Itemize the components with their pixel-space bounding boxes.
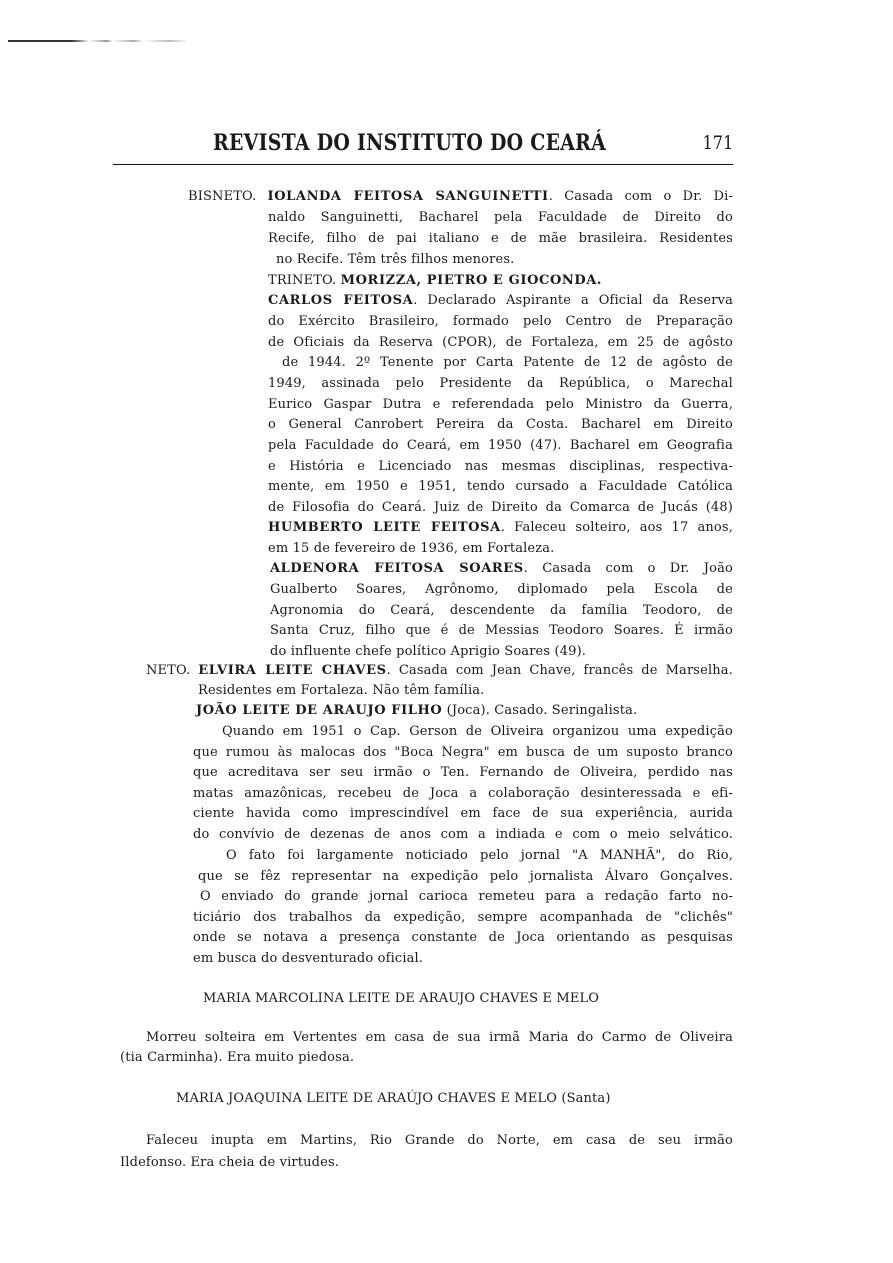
text-line (268, 228, 733, 249)
text-run: Faleceu inupta em Martins, Rio Grande do Norte, em casa de seu irmão (146, 1133, 733, 1148)
text-line (193, 927, 733, 948)
text-line (226, 845, 733, 866)
text-line (268, 290, 733, 311)
text-run: em 15 de fevereiro de 1936, em Fortaleza. (268, 541, 555, 556)
text-run: Ildefonso. Era cheia de virtudes. (120, 1155, 340, 1170)
text-line (120, 1152, 339, 1173)
text-line (196, 700, 637, 721)
name-heading: IOLANDA FEITOSA SANGUINETTI (267, 189, 549, 204)
text-line (276, 249, 514, 270)
text-run: onde se notava a presença constante de Joca orientando as pesquisas (193, 930, 733, 945)
text-line (146, 1027, 733, 1048)
text-line (268, 414, 733, 435)
text-run: mente, em 1950 e 1951, tendo cursado a Faculdade Católica (268, 479, 733, 494)
text-line (120, 1047, 354, 1068)
scan-artifact (8, 40, 188, 42)
text-run: que acreditava ser seu irmão o Ten. Fernando de Oliveira, perdido nas (193, 765, 733, 780)
text-run: ticiário dos trabalhos da expedição, sempre acompanhada de "clichês" (193, 910, 733, 925)
text-run: no Recife. Têm três filhos menores. (276, 252, 515, 267)
text-run: Quando em 1951 o Cap. Gerson de Oliveira organizou uma expedição (222, 724, 733, 739)
text-run: O fato foi largamente noticiado pelo jornal "A MANHÃ", do Rio, (226, 848, 733, 863)
text-line (268, 270, 602, 291)
text-run: Recife, filho de pai italiano e de mãe brasileira. Residentes (268, 231, 733, 246)
text-line (200, 886, 733, 907)
text-run: do Exército Brasileiro, formado pelo Centro de Preparação (268, 314, 733, 329)
text-line (193, 742, 733, 763)
text-run: MARIA JOAQUINA LEITE DE ARAÚJO CHAVES E MELO (Santa) (176, 1091, 611, 1106)
text-line (270, 579, 733, 600)
text-run: BISNETO. (188, 189, 268, 204)
text-run: 1949, assinada pelo Presidente da República, o Marechal (268, 376, 733, 391)
text-line (268, 311, 733, 332)
text-run: Santa Cruz, filho que é de Messias Teodoro Soares. É irmão (270, 623, 733, 638)
text-run: (Joca). Casado. Seringalista. (442, 703, 638, 718)
text-line (268, 435, 733, 456)
text-line (203, 988, 599, 1009)
text-line (268, 373, 733, 394)
text-line (270, 620, 733, 641)
text-run: NETO. (146, 663, 199, 678)
text-line (193, 783, 733, 804)
text-line (193, 803, 733, 824)
text-line (268, 476, 733, 497)
text-run: o General Canrobert Pereira da Costa. Bacharel em Direito (268, 417, 733, 432)
running-title: REVISTA DO INSTITUTO DO CEARÁ (213, 130, 607, 156)
text-line (268, 497, 733, 518)
text-run: Eurico Gaspar Dutra e referendada pelo Ministro da Guerra, (268, 397, 733, 412)
name-heading: ELVIRA LEITE CHAVES (198, 663, 387, 678)
text-run: . Declarado Aspirante a Oficial da Reserva (413, 293, 733, 308)
text-line (198, 680, 484, 701)
text-run: . Casada com Jean Chave, francês de Marselha. (386, 663, 733, 678)
text-line (268, 207, 733, 228)
text-line (270, 600, 733, 621)
text-line (270, 641, 586, 662)
page-number: 171 (702, 132, 733, 154)
text-run: Morreu solteira em Vertentes em casa de sua irmã Maria do Carmo de Oliveira (146, 1030, 733, 1045)
text-line (268, 456, 733, 477)
text-run: Agronomia do Ceará, descendente da família Teodoro, de (270, 603, 733, 618)
text-run: em busca do desventurado oficial. (193, 951, 424, 966)
text-run: do convívio de dezenas de anos com a indiada e com o meio selvático. (193, 827, 733, 842)
page-header (113, 130, 733, 165)
text-line (146, 1130, 733, 1151)
name-heading: MORIZZA, PIETRO E GIOCONDA. (340, 273, 603, 288)
text-line (146, 660, 733, 681)
text-line (176, 1088, 611, 1109)
text-line (193, 907, 733, 928)
text-run: MARIA MARCOLINA LEITE DE ARAUJO CHAVES E MELO (203, 991, 600, 1006)
text-run: de Oficiais da Reserva (CPOR), de Fortaleza, em 25 de agôsto (268, 335, 733, 350)
text-run: de 1944. 2º Tenente por Carta Patente de 12 de agôsto de (282, 355, 733, 370)
text-run: TRINETO. (268, 273, 341, 288)
text-line (282, 352, 733, 373)
text-line (268, 538, 554, 559)
text-line (270, 558, 733, 579)
name-heading: HUMBERTO LEITE FEITOSA (268, 520, 501, 535)
name-heading: CARLOS FEITOSA (268, 293, 414, 308)
text-line (198, 866, 733, 887)
text-run: Residentes em Fortaleza. Não têm família. (198, 683, 485, 698)
text-run: ciente havida como imprescindível em face de sua experiência, aurida (193, 806, 733, 821)
text-run: (tia Carminha). Era muito piedosa. (120, 1050, 355, 1065)
text-run: matas amazônicas, recebeu de Joca a colaboração desinteressada e efi- (193, 786, 733, 801)
text-run: . Casada com o Dr. João (523, 561, 733, 576)
text-line (193, 762, 733, 783)
text-run: que se fêz representar na expedição pelo jornalista Álvaro Gonçalves. (198, 869, 733, 884)
text-run: O enviado do grande jornal carioca remeteu para a redação farto no- (200, 889, 733, 904)
text-run: que rumou às malocas dos "Boca Negra" em busca de um suposto branco (193, 745, 733, 760)
text-line (222, 721, 733, 742)
text-line (188, 186, 733, 207)
text-run: . Casada com o Dr. Di- (548, 189, 734, 204)
text-line (193, 948, 423, 969)
text-line (193, 824, 733, 845)
text-line (268, 332, 733, 353)
text-run: e História e Licenciado nas mesmas disciplinas, respectiva- (268, 459, 733, 474)
text-run: naldo Sanguinetti, Bacharel pela Faculdade de Direito do (268, 210, 733, 225)
text-run: . Faleceu solteiro, aos 17 anos, (500, 520, 733, 535)
text-line (268, 517, 733, 538)
text-run: do influente chefe político Aprigio Soares (49). (270, 644, 587, 659)
name-heading: ALDENORA FEITOSA SOARES (270, 561, 524, 576)
text-run: Gualberto Soares, Agrônomo, diplomado pela Escola de (270, 582, 733, 597)
name-heading: JOÃO LEITE DE ARAUJO FILHO (196, 703, 443, 718)
text-run: de Filosofia do Ceará. Juiz de Direito da Comarca de Jucás (48) (268, 500, 733, 515)
text-run: pela Faculdade do Ceará, em 1950 (47). Bacharel em Geografia (268, 438, 733, 453)
text-line (268, 394, 733, 415)
